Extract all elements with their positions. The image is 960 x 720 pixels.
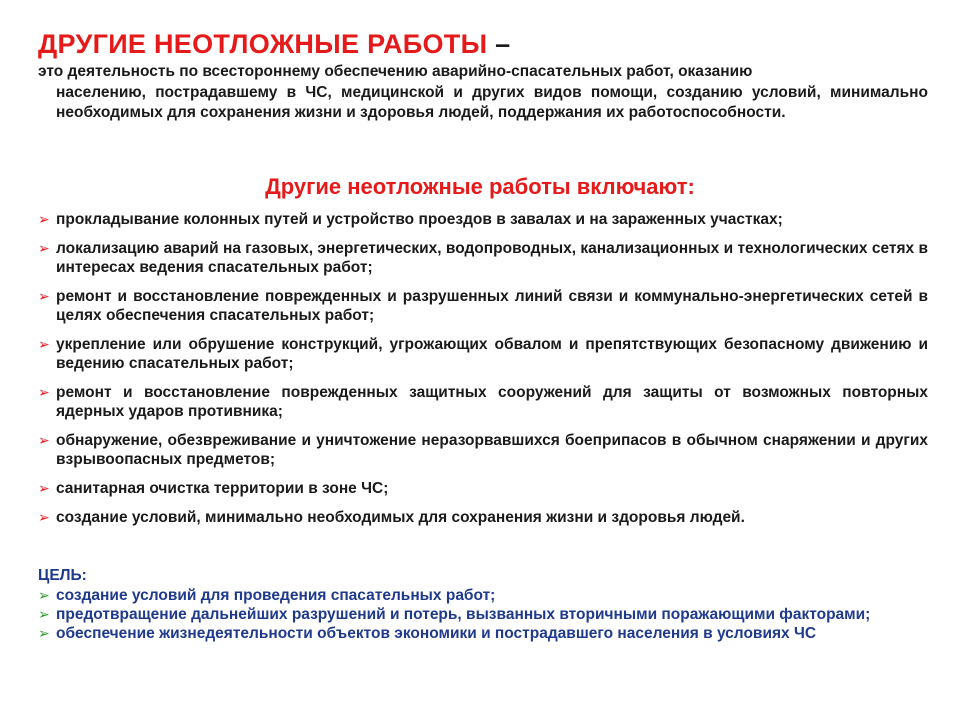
list-item-text: обнаружение, обезвреживание и уничтожение неразорвавшихся боеприпасов в обычном снаряжении и других взрывоопасных предметов; [56, 432, 928, 468]
list-item [38, 210, 928, 229]
list-item [38, 287, 928, 325]
works-list [38, 210, 928, 537]
goal-label: ЦЕЛЬ: [38, 567, 87, 584]
title-text: ДРУГИЕ НЕОТЛОЖНЫЕ РАБОТЫ [38, 29, 488, 59]
goal-item-text: создание условий для проведения спасательных работ; [56, 587, 496, 604]
arrow-bullet-icon: ➢ [38, 211, 50, 227]
list-item-text: укрепление или обрушение конструкций, угрожающих обвалом и препятствующих безопасному движению и ведению спасательных работ; [56, 336, 928, 372]
arrow-bullet-icon: ➢ [38, 432, 50, 448]
list-item [38, 335, 928, 373]
arrow-bullet-icon: ➢ [38, 288, 50, 304]
list-item-text: санитарная очистка территории в зоне ЧС; [56, 480, 389, 497]
definition-rest: населению, пострадавшему в ЧС, медицинской и других видов помощи, созданию условий, минимально необходимых для сохранения жизни и здоровья людей, поддержания их работоспособности. [56, 83, 928, 121]
list-item [38, 239, 928, 277]
goal-item [38, 586, 928, 605]
arrow-bullet-icon: ➢ [38, 509, 50, 525]
list-item [38, 508, 928, 527]
list-item [38, 383, 928, 421]
arrow-bullet-icon: ➢ [38, 240, 50, 256]
list-item-text: прокладывание колонных путей и устройство проездов в завалах и на зараженных участках; [56, 211, 783, 228]
list-item [38, 479, 928, 498]
goal-item [38, 605, 928, 624]
goal-item [38, 624, 928, 643]
section-subtitle: Другие неотложные работы включают: [265, 174, 695, 199]
list-item-text: ремонт и восстановление поврежденных защитных сооружений для защиты от возможных повторных ядерных ударов противника; [56, 384, 928, 420]
list-item-text: локализацию аварий на газовых, энергетических, водопроводных, канализационных и технологических сетях в интересах ведения спасательных работ; [56, 240, 928, 276]
arrow-bullet-icon: ➢ [38, 606, 50, 622]
arrow-bullet-icon: ➢ [38, 384, 50, 400]
arrow-bullet-icon: ➢ [38, 625, 50, 641]
list-item-text: ремонт и восстановление поврежденных и разрушенных линий связи и коммунально-энергетических сетей в целях обеспечения спасательных работ; [56, 288, 928, 324]
goal-item-text: обеспечение жизнедеятельности объектов экономики и пострадавшего населения в условиях ЧС [56, 625, 817, 642]
goal-list [38, 586, 928, 643]
definition-paragraph [38, 62, 928, 124]
definition-first-line: это деятельность по всестороннему обеспечению аварийно-спасательных работ, оказанию [38, 63, 753, 80]
slide-title [38, 28, 510, 60]
goal-item-text: предотвращение дальнейших разрушений и потерь, вызванных вторичными поражающими факторами; [56, 606, 871, 623]
title-dash: – [487, 29, 511, 59]
arrow-bullet-icon: ➢ [38, 587, 50, 603]
list-item [38, 431, 928, 469]
arrow-bullet-icon: ➢ [38, 480, 50, 496]
list-item-text: создание условий, минимально необходимых для сохранения жизни и здоровья людей. [56, 509, 745, 526]
arrow-bullet-icon: ➢ [38, 336, 50, 352]
